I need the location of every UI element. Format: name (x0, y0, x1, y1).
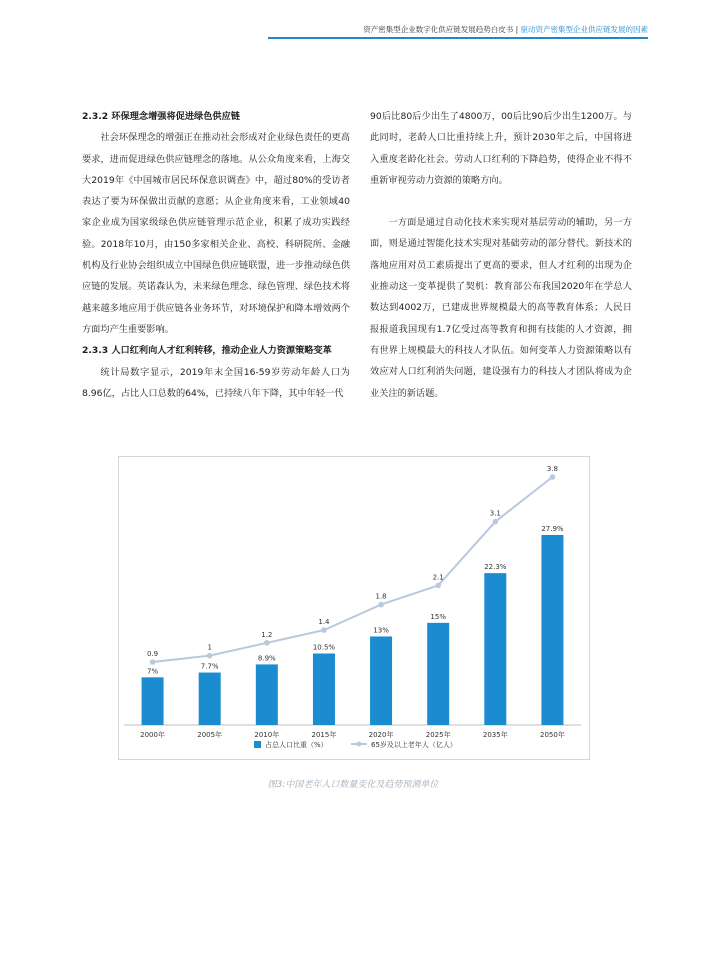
elderly-population-chart (118, 456, 590, 760)
x-tick-label-1: 2005年 (197, 731, 223, 739)
line-point-1 (207, 653, 213, 659)
line-point-3 (321, 627, 327, 633)
bar-label-3: 10.5% (312, 643, 336, 652)
line-label-2: 1.2 (261, 630, 273, 639)
header-section: 驱动资产密集型企业供应链发展的因素 (520, 25, 648, 34)
bar-label-7: 27.9% (541, 525, 564, 533)
running-header (363, 24, 648, 35)
bar-4 (370, 636, 392, 725)
line-label-5: 2.1 (432, 573, 444, 582)
line-label-0: 0.9 (146, 650, 159, 658)
line-point-2 (264, 640, 270, 646)
bar-6 (484, 573, 506, 725)
header-title: 资产密集型企业数字化供应链发展趋势白皮书 | (363, 25, 521, 34)
x-tick-label-5: 2025年 (425, 731, 451, 739)
line-label-6: 3.1 (489, 509, 501, 518)
right-column (370, 106, 632, 404)
legend-line-marker (357, 742, 362, 747)
section-paragraph-2-3-2: 社会环保理念的增强正在推动社会形成对企业绿色责任的更高要求，进而促进绿色供应链理念的落地。从公众角度来看，上海交大2019年《中国城市居民环保意识调查》中，超过80%的受访者表达了要为环保做出贡献的意愿；从企业角度来看，工业领域40家企业成为国家级绿色供应链管理示范企业，积累了成功实践经验。2018年10月，由150多家相关企业、高校、科研院所、金融机构及行业协会组织成立中国绿色供应链联盟，进一步推动绿色供应链的发展。英诺森认为，未来绿色理念、绿色管理、绿色技术将越来越多地应用于供应链各业务环节，对环境保护和降本增效两个方面均产生重要影响。 (82, 132, 350, 335)
section-paragraph-2-3-3: 统计局数字显示，2019年末全国16-59岁劳动年龄人口为8.96亿，占比人口总数的64%，已持续八年下降，其中年轻一代 (82, 366, 350, 399)
right-paragraph-2: 一方面是通过自动化技术来实现对基层劳动的辅助，另一方面，则是通过智能化技术实现对基础劳动的部分替代。新技术的落地应用对员工素质提出了更高的要求，但人才红利的出现为企业推动这一变革提供了契机：教育部公布我国2020年在学总人数达到4002万，已建成世界规模最大的高等教育体系；人民日报报道我国现有1.7亿受过高等教育和拥有技能的人才资源，拥有世界上规模最大的科技人才队伍。如何变革人力资源策略以有效应对人口红利消失问题，建设强有力的科技人才团队将成为企业关注的新话题。 (370, 217, 632, 399)
header-rule (268, 37, 648, 39)
bar-5 (427, 623, 449, 725)
line-label-1: 1 (207, 643, 212, 652)
legend-bar-label: 占总人口比重（%） (265, 741, 328, 749)
section-heading-2-3-2: 2.3.2 环保理念增强将促进绿色供应链 (82, 111, 240, 122)
bar-3 (313, 653, 335, 725)
bar-label-4: 13% (373, 626, 389, 635)
x-tick-label-2: 2010年 (254, 731, 280, 739)
line-point-5 (435, 583, 441, 589)
bar-label-1: 7.7% (200, 662, 219, 671)
x-tick-label-0: 2000年 (140, 731, 165, 739)
bar-label-0: 7% (147, 667, 159, 676)
bar-label-2: 8.9% (257, 654, 276, 663)
bar-0 (142, 677, 164, 725)
bar-label-5: 15% (430, 612, 446, 621)
x-tick-label-3: 2015年 (311, 731, 337, 739)
line-point-4 (378, 602, 384, 608)
line-label-7: 3.8 (546, 465, 559, 473)
line-label-3: 1.4 (318, 618, 330, 627)
figure-caption: 图3:中国老年人口数量变化及趋势预测单位 (267, 780, 439, 790)
line-point-7 (550, 474, 556, 480)
line-point-0 (150, 659, 156, 665)
right-paragraph-1: 90后比80后少出生了4800万，00后比90后少出生1200万。与此同时，老龄人口比重持续上升，预计2030年之后，中国将进入重度老龄化社会。劳动人口红利的下降趋势，使得企业不得不重新审视劳动力资源的策略方向。 (370, 111, 632, 186)
left-column (82, 106, 350, 404)
line-label-4: 1.8 (375, 592, 387, 601)
line-point-6 (493, 519, 499, 525)
bar-label-6: 22.3% (484, 563, 507, 572)
chart-svg (119, 457, 589, 759)
legend-bar-swatch (254, 741, 261, 748)
bar-7 (541, 535, 563, 725)
section-heading-2-3-3: 2.3.3 人口红利向人才红利转移，推动企业人力资源策略变革 (82, 345, 332, 357)
x-tick-label-6: 2035年 (482, 731, 508, 739)
bar-1 (199, 673, 221, 725)
x-tick-label-7: 2050年 (540, 731, 565, 739)
legend-line-label: 65岁及以上老年人（亿人） (371, 741, 457, 749)
bar-2 (256, 664, 278, 725)
x-tick-label-4: 2020年 (368, 731, 394, 739)
